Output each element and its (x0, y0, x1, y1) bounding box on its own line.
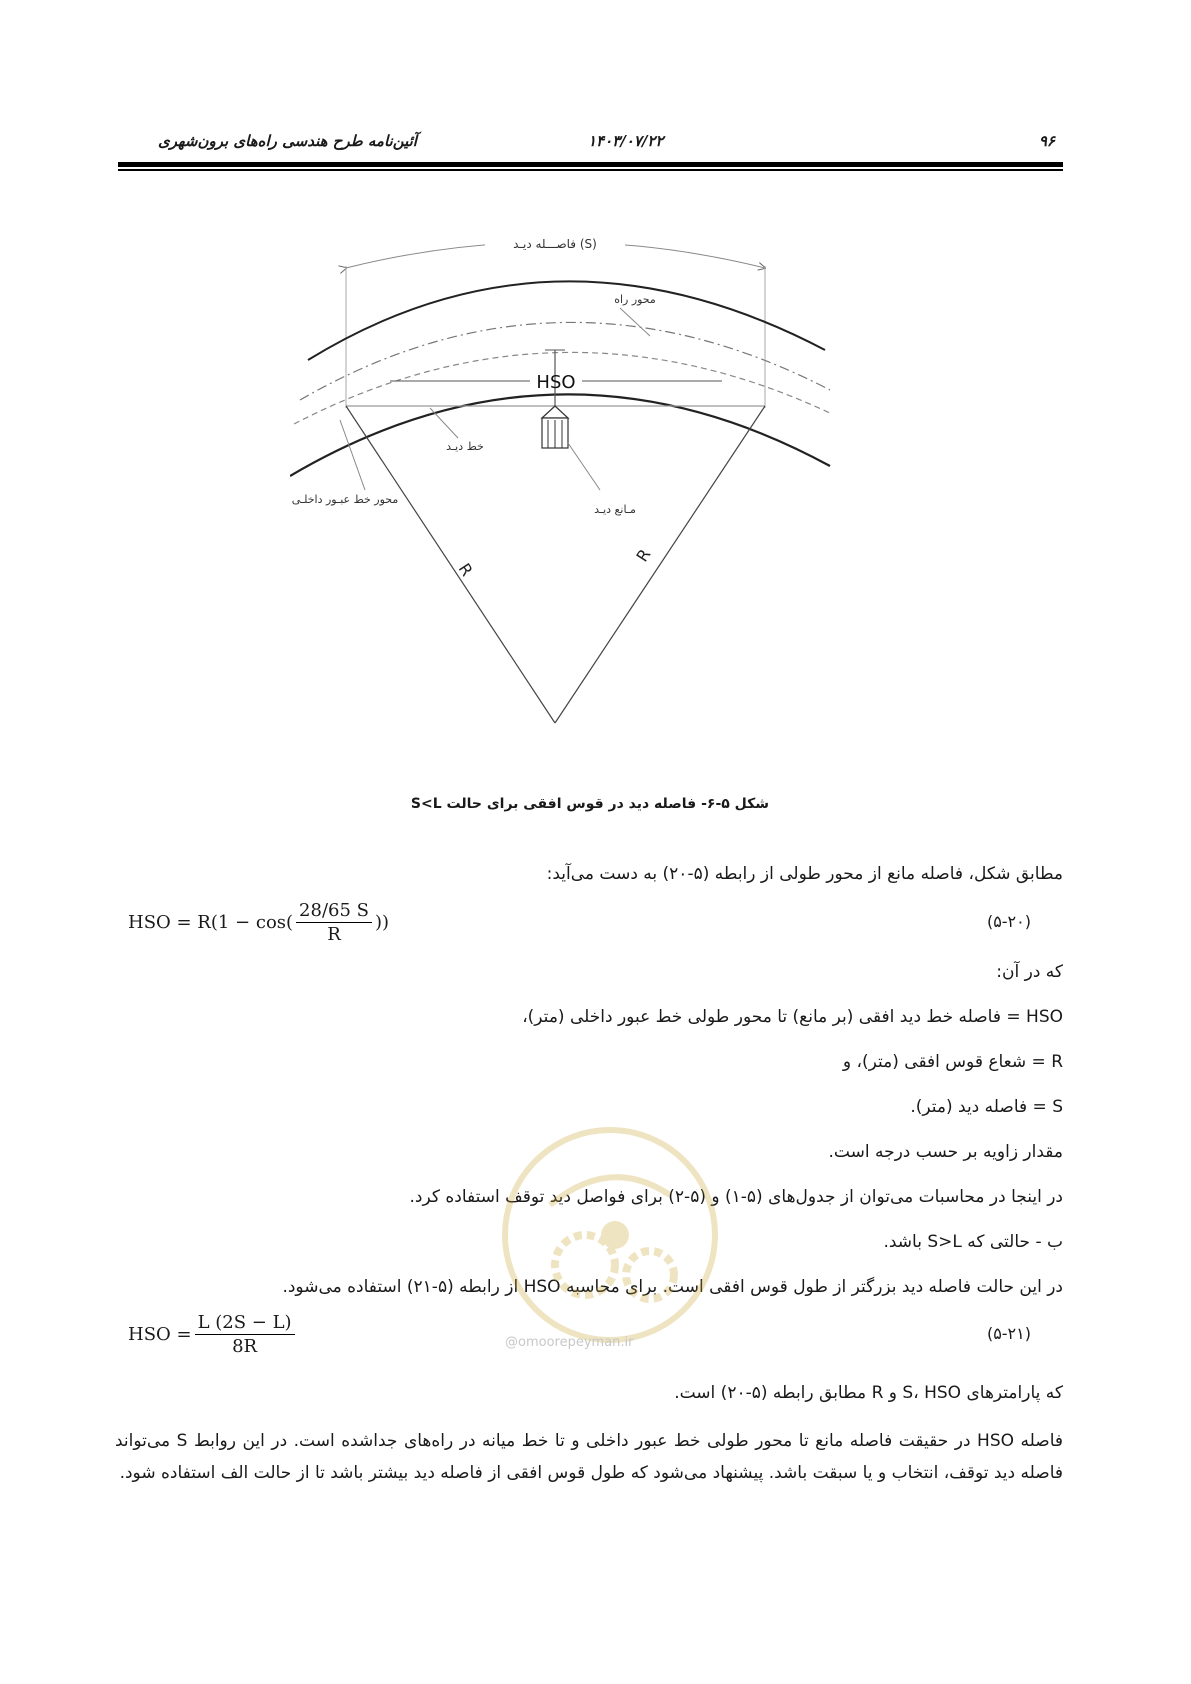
definition-hso: HSO = فاصله خط دید افقی (بر مانع) تا محور طولی خط عبور داخلی (متر)، (522, 1007, 1063, 1027)
header-date: ۱۴۰۳/۰۷/۲۲ (588, 132, 664, 150)
equation-lhs: HSO = (128, 1324, 192, 1345)
page-header (118, 128, 1063, 158)
line-of-sight-leader (430, 408, 458, 438)
header-rule-thick (118, 162, 1063, 167)
road-axis-label: محور راه (614, 293, 656, 306)
radius-label-right: R (632, 545, 655, 566)
definition-r: R = شعاع قوس افقی (متر)، و (842, 1052, 1063, 1072)
equation-lhs: HSO = R(1 − cos( (128, 912, 294, 933)
road-axis-leader (620, 308, 650, 336)
radius-label-left: R (454, 559, 477, 580)
obstacle-label: مـانع دیـد (594, 503, 636, 516)
paragraph-parameters: که پارامترهای S، HSO و R مطابق رابطه (۵-۲۰) است. (674, 1383, 1063, 1403)
line-of-sight-label: خط دیـد (446, 440, 484, 453)
paragraph-case-b: ب - حالتی که S>L باشد. (883, 1232, 1063, 1252)
page-number: ۹۶ (1038, 132, 1055, 150)
inner-lane-axis-label: محور خط عبـور داخلـی (291, 493, 399, 506)
paragraph-tables: در اینجا در محاسبات می‌توان از جدول‌های (۵-۱) و (۵-۲) برای فواصل دید توقف استفاده کرد. (409, 1187, 1063, 1207)
header-title: آئین‌نامه طرح هندسی راه‌های برون‌شهری (158, 132, 417, 150)
watermark-url: @omoorepeyman.ir (505, 1335, 634, 1350)
obstacle-leader (568, 443, 600, 490)
hso-label: HSO (536, 372, 576, 393)
watermark-logo (490, 1115, 730, 1355)
inner-lane-leader (340, 420, 365, 490)
fraction-numerator: L (2S − L) (195, 1312, 295, 1335)
fraction-denominator: 8R (232, 1336, 258, 1357)
outer-road-edge (308, 281, 825, 360)
sight-distance-label: فاصـــله دیـد (S) (513, 237, 597, 251)
equation-5-21 (128, 1312, 298, 1357)
equation-fraction (296, 900, 372, 945)
equation-rhs: )) (374, 912, 390, 933)
paragraph-degrees: مقدار زاویه بر حسب درجه است. (828, 1142, 1063, 1162)
equation-fraction (195, 1312, 295, 1357)
fraction-numerator: 28/65 S (296, 900, 372, 923)
sight-distance-diagram (290, 228, 900, 788)
paragraph-case-b-desc: در این حالت فاصله دید بزرگتر از طول قوس افقی است. برای محاسبه HSO از رابطه (۵-۲۱) استفاده می‌شود. (282, 1277, 1063, 1297)
radius-line-left (346, 406, 555, 723)
definition-s: S = فاصله دید (متر). (910, 1097, 1063, 1117)
equation-5-20 (128, 900, 389, 945)
paragraph-intro: مطابق شکل، فاصله مانع از محور طولی از رابطه (۵-۲۰) به دست می‌آید: (546, 864, 1063, 884)
paragraph-closing: فاصله HSO در حقیقت فاصله مانع تا محور طولی خط عبور داخلی و تا خط میانه در راه‌های جداشده است. در این روابط S می‌تواند فاصله دید توقف، انتخاب و یا سبقت باشد. پیشنهاد می‌شود که طول قوس افقی از فاصله دید بیشتر باشد تا از حالت الف استفاده شود. (115, 1431, 1063, 1483)
radius-line-right (555, 406, 765, 723)
paragraph-where: که در آن: (996, 962, 1063, 982)
equation-number-5-21: (۵-۲۱) (986, 1324, 1031, 1343)
header-rule-thin (118, 169, 1063, 171)
figure-caption: شکل ۵-۶- فاصله دید در قوس افقی برای حالت S<L (410, 796, 770, 812)
obstacle-symbol (542, 406, 568, 448)
fraction-denominator: R (327, 924, 341, 945)
equation-number-5-20: (۵-۲۰) (986, 912, 1031, 931)
